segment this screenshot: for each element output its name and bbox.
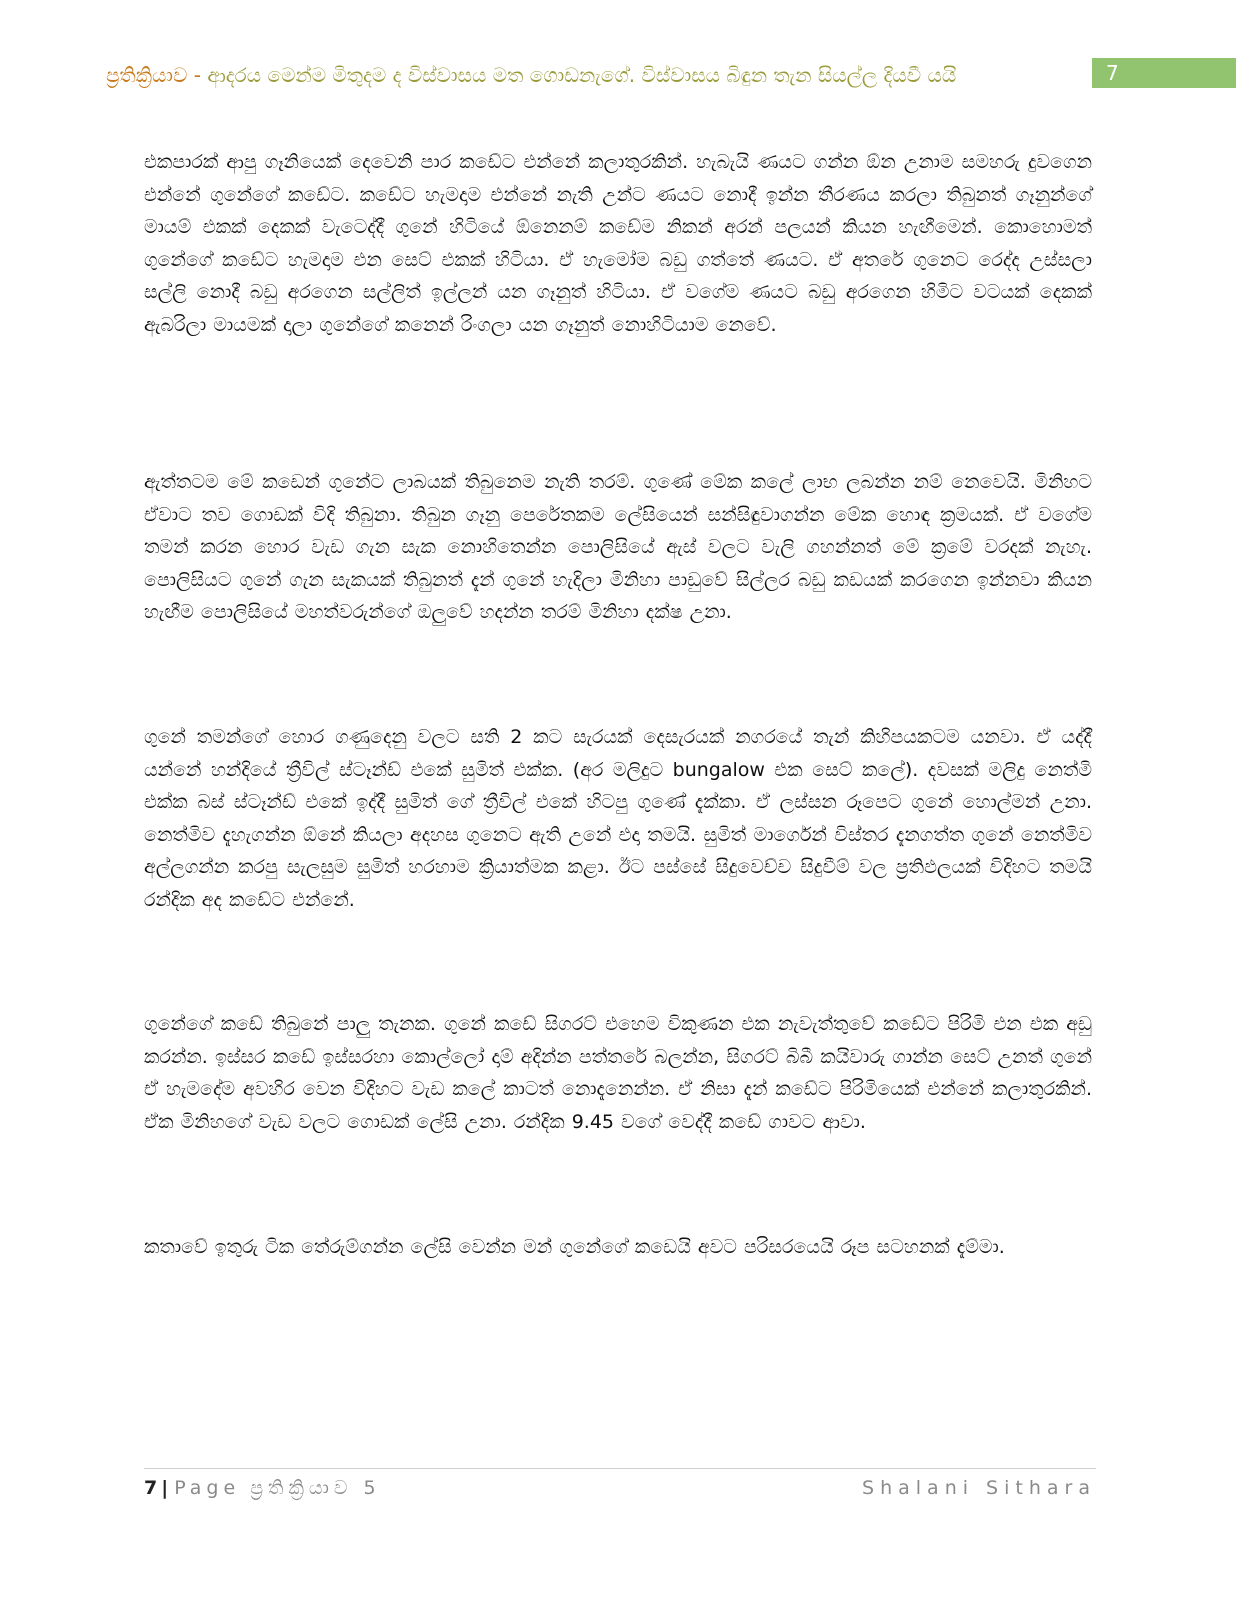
footer-book-title: ප්‍රතික්‍රියාව 5 <box>250 1477 381 1499</box>
footer-divider <box>144 1468 1096 1469</box>
footer-page-label: Page <box>174 1477 241 1499</box>
header-line <box>106 62 1086 88</box>
header-separator: - <box>187 63 208 87</box>
footer-author: Shalani Sithara <box>862 1477 1096 1499</box>
page-footer <box>144 1474 1096 1502</box>
paragraph: එකපාරක් ආපු ගෑනියෙක් දෙවෙනි පාර කඩේට එන්නේ කලාතුරකින්. හැබැයි ණයට ගන්න ඕන උනාම සමහරු දුවගෙන එන්නේ ගුනේගේ කඩේට. කඩේට හැමදාම එන්නේ නැති උන්ට ණයට නොදී ඉන්න තීරණය කරලා තිබුනත් ගෑනුන්ගේ මායම් එකක් දෙකක් වැටෙද්දී ගුනේ හිටියේ ඕනෙනම් කඩේම නිකන් අරන් පලයන් කියන හැඟීමෙන්. කොහොමත් ගුනේගේ කඩේට හැමදාම එන සෙට් එකක් හිටියා. ඒ හැමෝම බඩු ගත්තේ ණයට. ඒ අතරේ ගුනෙට රෙද්ද උස්සලා සල්ලි නොදී බඩු අරගෙන සල්ලිත් ඉල්ලන් යන ගෑනුත් හිටියා. ඒ වගේම ණයට බඩු අරගෙන හිමිට වටයක් දෙකක් ඇබරිලා මායමක් දාලා ගුනේගේ කනෙන් රිංගලා යන ගෑනුත් නොහිටියාම නෙවේ. <box>144 151 1092 336</box>
header-subtitle: ආදරය මෙන්ම මිතුදම ද විස්වාසය මත ගොඩනැගේ. විස්වාසය බිඳුන තැන සියල්ල දියවී යයි <box>207 63 957 87</box>
paragraph: කතාවේ ඉතුරු ටික තේරුම්ගන්න ලේසි වෙන්න මන් ගුනේගේ කඩෙයි අවට පරිසරයෙයි රූප සටහනක් දැම්මා. <box>144 1236 1005 1258</box>
page-header <box>0 58 1236 92</box>
paragraph: ගුනේගේ කඩේ තිබුනේ පාලු තැනක. ගුනේ කඩේ සිගරට් එහෙම විකුණන එක නැවැත්තුවේ කඩේට පිරිමි එන එක අඩු කරන්න. ඉස්සර කඩේ ඉස්සරහා කොල්ලෝ දාම් අදින්න පත්තරේ බලන්න, සිගරට් බිබී කයිවාරු ගාන්න සෙට් උනත් ගුනේ ඒ හැමදේම අවහිර වෙන විදිහට වැඩ කලේ කාටත් නොදැනෙන්න. ඒ නිසා දැන් කඩේට පිරිමියෙක් එන්නේ කලාතුරකින්. ඒක මිනිහගේ වැඩ වලට ගොඩක් ලේසි උනා. රන්දික 9.45 වගේ වෙද්දී කඩේ ගාවට ආවා. <box>144 1013 1092 1133</box>
header-title: ප්‍රතික්‍රියාව <box>106 63 188 87</box>
footer-page-number: 7 <box>144 1477 158 1499</box>
footer-separator: | <box>161 1477 169 1499</box>
paragraph: ඇත්තටම මේ කඩෙන් ගුනේට ලාබයක් තිබුනෙම නැති තරම්. ගුණේ මේක කලේ ලාභ ලබන්න නම් නෙවෙයි. මිනිහට ඒවාට තව ගොඩක් විදි තිබුනා. තිබුන ගෑනු පෙරේතකම ලේසියෙන් සන්සිඳුවාගන්න මේක හොඳ ක්‍රමයක්. ඒ වගේම තමන් කරන හොර වැඩ ගැන සැක නොහිතෙන්න පොලිසියේ ඇස් වලට වැලි ගහන්නත් මේ ක්‍රමේ වරදක් නැහැ. පොලිසියට ගුනේ ගැන සැකයක් තිබුනත් දැන් ගුනේ හැදිලා මිනිහා පාඩුවේ සිල්ලර බඩු කඩයක් කරගෙන ඉන්නවා කියන හැඟීම පොලිසියේ මහත්වරුන්ගේ ඔලුවේ හදන්න තරම් මිනිහා දක්ෂ උනා. <box>144 471 1092 624</box>
header-page-number: 7 <box>1092 58 1236 88</box>
paragraph: ගුනේ තමන්ගේ හොර ගණුදෙනු වලට සති 2 කට සැරයක් දෙසැරයක් නගරයේ තැන් කිහිපයකටම යනවා. ඒ යද්දී යන්නේ හන්දියේ ත්‍රීවිල් ස්ටෑන්ඩ් එකේ සුමිත් එක්ක. (අර මලිදුට bungalow එක සෙට් කලේ). දවසක් මලිදු නෙත්මි එක්ක බස් ස්ටෑන්ඩ් එකේ ඉද්දී සුමිත් ගේ ත්‍රීවිල් එකේ හිටපු ගුණේ දැක්කා. ඒ ලස්සන රූපෙට ගුනේ හොල්මන් උනා. නෙත්මිව දැහැගන්න ඕනේ කියලා අදහස ගුනෙට ඇති උනේ එදා තමයි. සුමිත් මාර්ගෙන් විස්තර දැනගත්ත ගුනේ නෙත්මිව අල්ලගන්න කරපු සැලසුම සුමිත් හරහාම ක්‍රියාත්මක කළා. ඊට පස්සේ සිදුවෙච්ච සිදුවීම් වල ප්‍රතිඵලයක් විදිහට තමයි රන්දික අද කඩේට එන්නේ. <box>144 726 1093 911</box>
